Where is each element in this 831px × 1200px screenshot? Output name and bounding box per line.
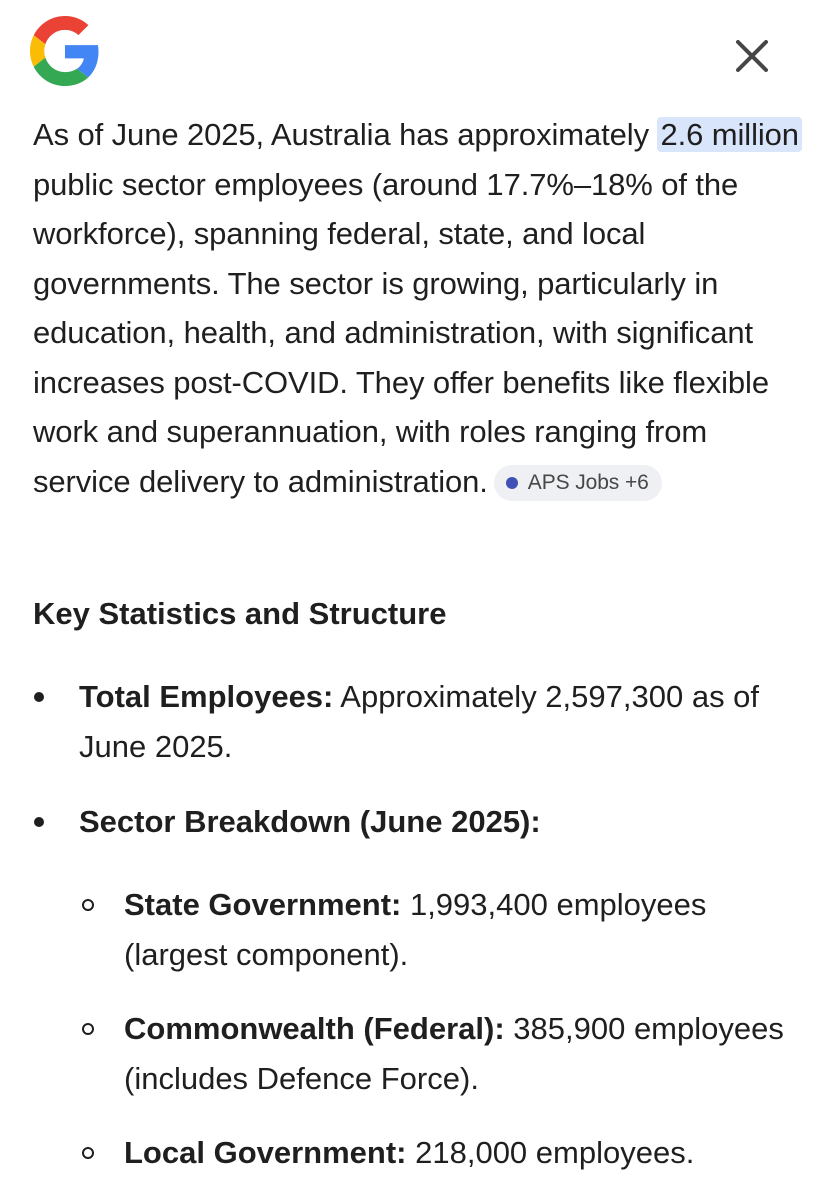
- source-dot-icon: [506, 477, 518, 489]
- highlighted-figure: 2.6 million: [657, 117, 801, 152]
- item-text: 385,900 employees (includes Defence Force).: [124, 1011, 784, 1096]
- item-label: Local Government:: [124, 1135, 407, 1170]
- list-item-state-government: [124, 880, 784, 980]
- item-text: Approximately 2,597,300 as of June 2025.: [79, 679, 760, 764]
- list-item-sector-breakdown: [79, 797, 799, 847]
- list-item-local-government: [124, 1128, 784, 1178]
- close-icon[interactable]: [730, 34, 774, 78]
- item-label: State Government:: [124, 887, 402, 922]
- item-text: 218,000 employees.: [406, 1135, 695, 1170]
- google-g-icon: [30, 16, 100, 86]
- summary-text-1: As of June 2025, Australia has approximately: [33, 117, 658, 152]
- item-text: 1,993,400 employees (largest component).: [124, 887, 707, 972]
- summary-text-2: public sector employees (around 17.7%–18% of the workforce), spanning federal, state, and local governments. The sector is growing, particularly in education, health, and administration, with significant increases post-COVID. They offer benefits like flexible work and superannuation, with roles ranging from service delivery to administration.: [33, 166, 769, 499]
- item-label: Sector Breakdown (June 2025):: [79, 804, 541, 839]
- item-label: Total Employees:: [79, 679, 334, 714]
- list-item-commonwealth: [124, 1004, 784, 1104]
- source-chip[interactable]: [494, 465, 662, 501]
- header: [0, 0, 831, 110]
- list-item-total-employees: [79, 672, 799, 772]
- ai-overview-summary: [33, 110, 803, 506]
- source-chip-label: APS Jobs +6: [527, 470, 649, 494]
- item-label: Commonwealth (Federal):: [124, 1011, 505, 1046]
- section-title: Key Statistics and Structure: [33, 596, 447, 631]
